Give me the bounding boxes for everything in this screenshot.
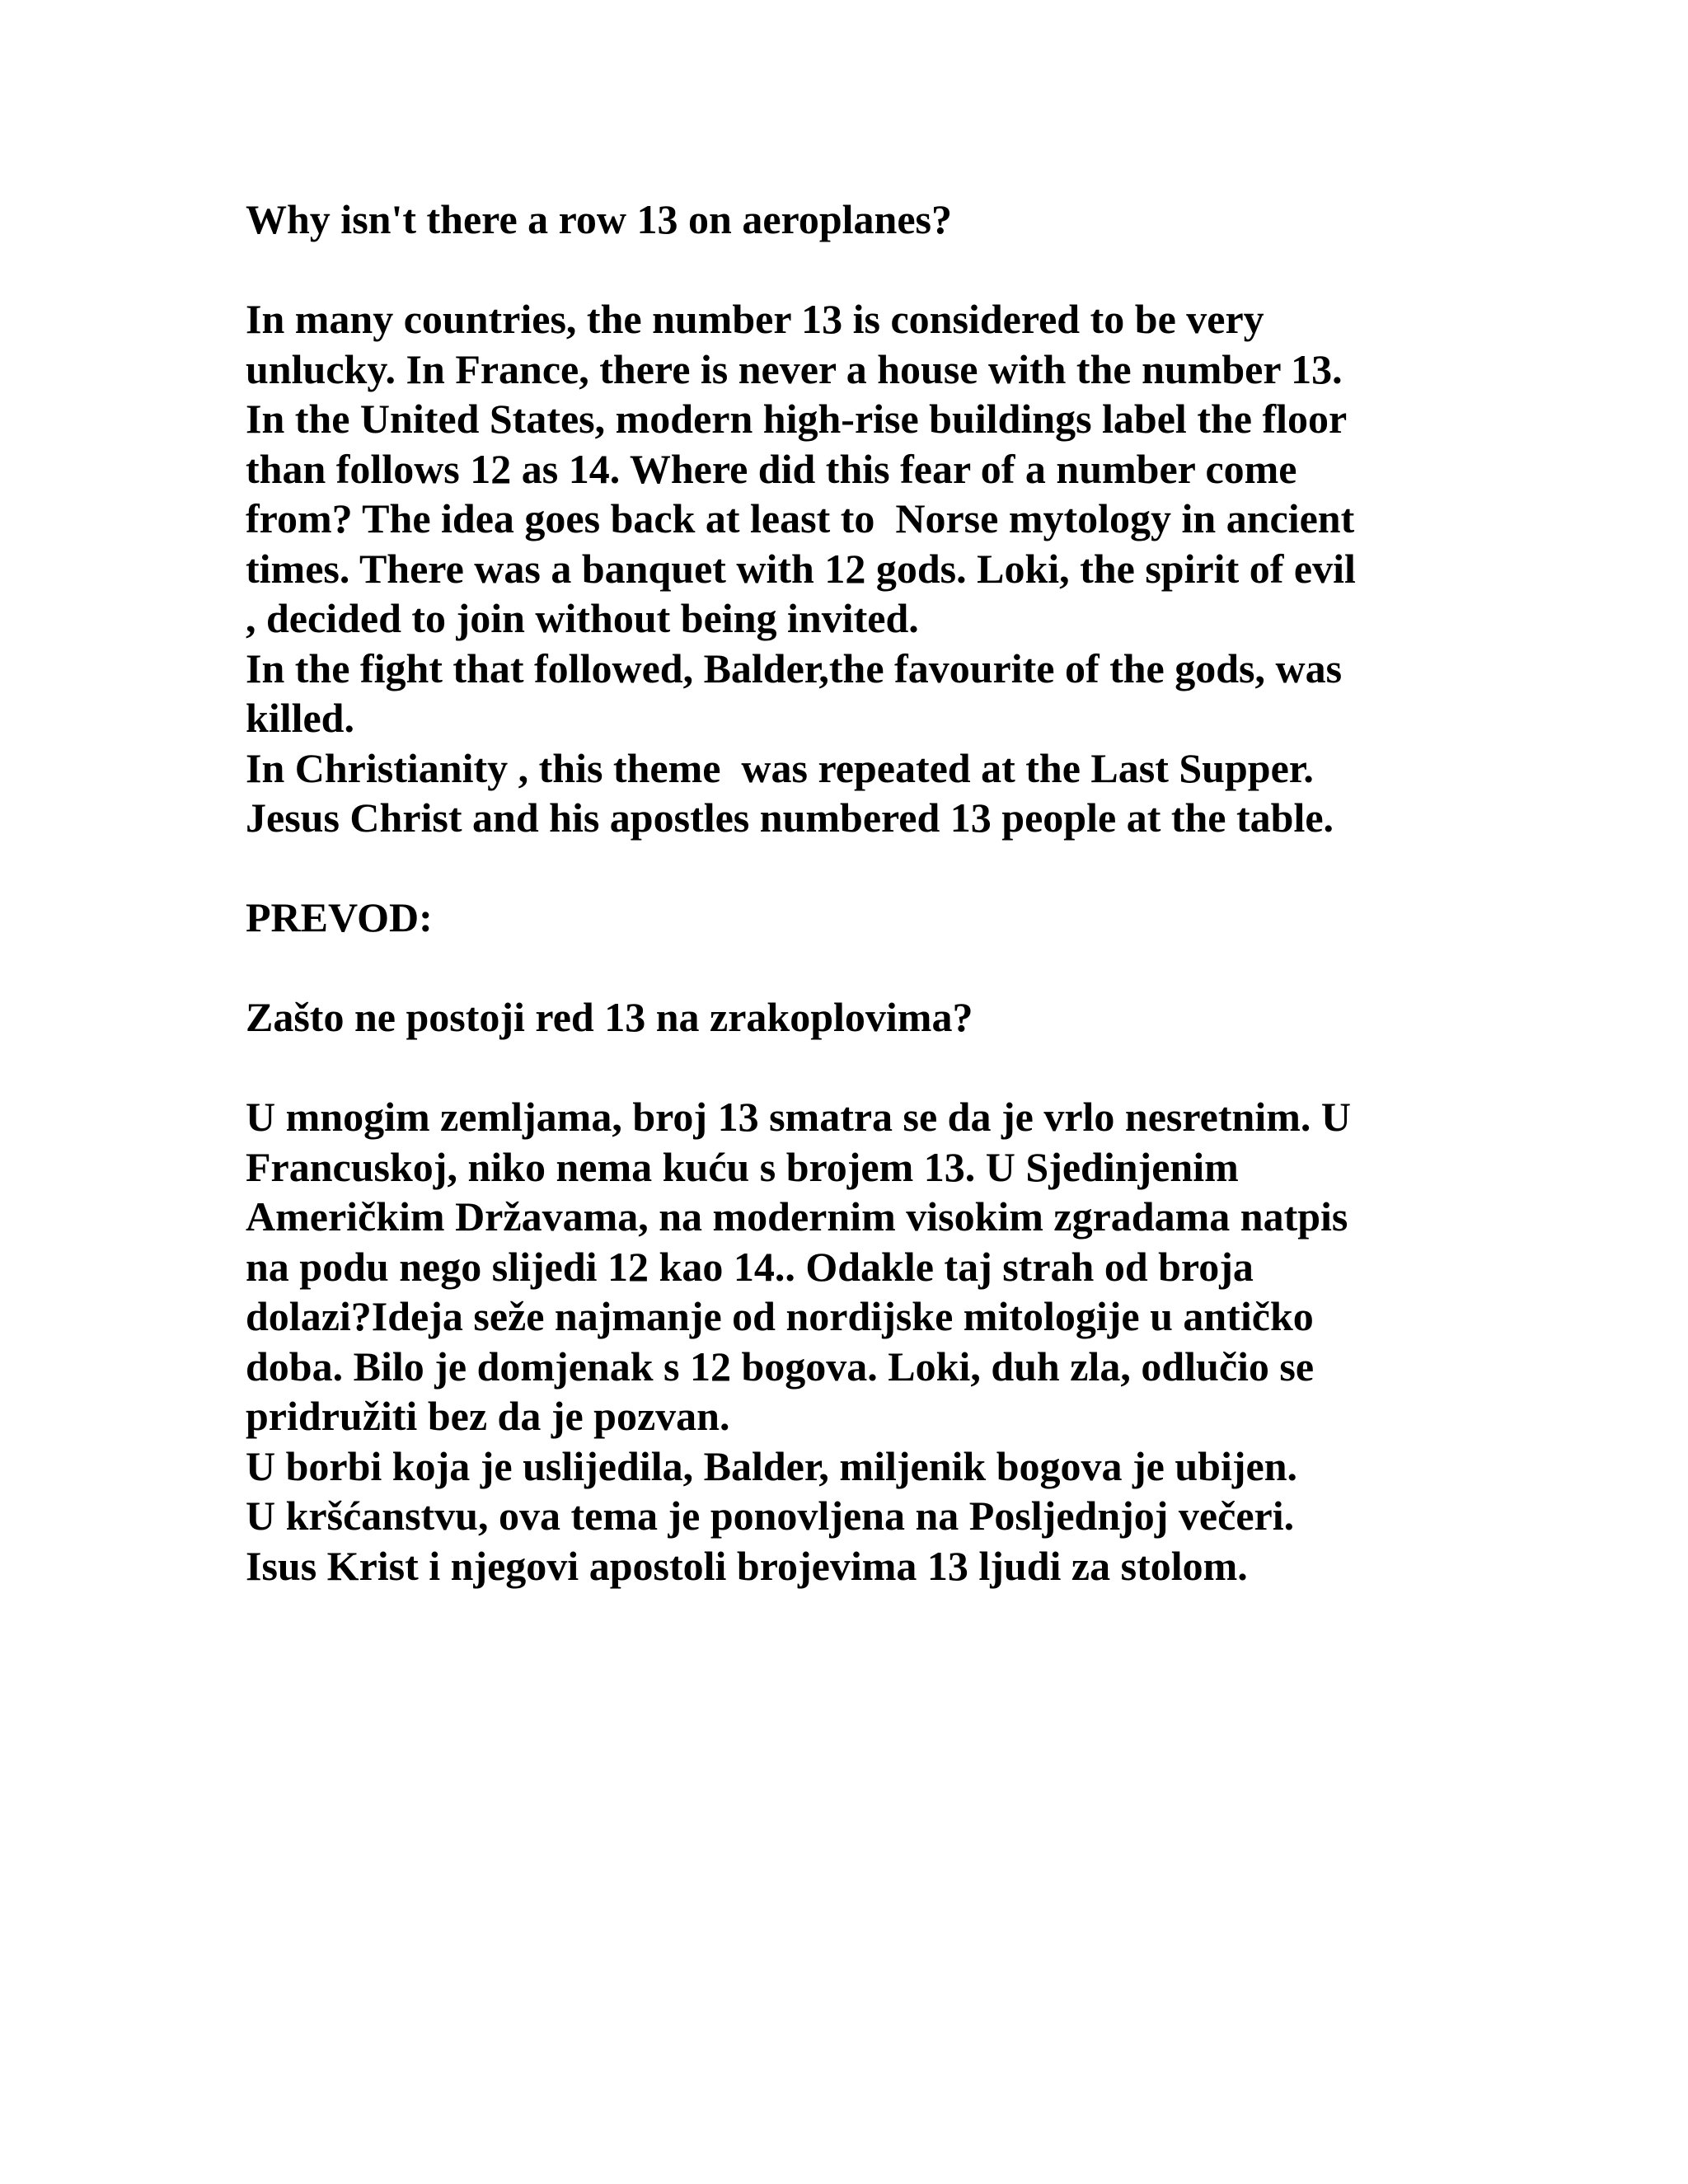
paragraph-gap: [246, 943, 1457, 993]
text-line: killed.: [246, 695, 354, 741]
text-line: unlucky. In France, there is never a house with the number 13.: [246, 345, 1343, 392]
text-line: dolazi?Ideja seže najmanje od nordijske mitologije u antičko: [246, 1293, 1314, 1339]
text-line: times. There was a banquet with 12 gods. Loki, the spirit of evil: [246, 545, 1356, 592]
text-line: Jesus Christ and his apostles numbered 13 people at the table.: [246, 794, 1334, 841]
text-line: pridružiti bez da je pozvan.: [246, 1393, 730, 1439]
text-line: In the fight that followed, Balder,the favourite of the gods, was: [246, 644, 1343, 691]
text-line: U mnogim zemljama, broj 13 smatra se da je vrlo nesretnim. U: [246, 1094, 1351, 1140]
text-line: In Christianity , this theme was repeated at the Last Supper.: [246, 744, 1314, 791]
text-line: U kršćanstvu, ova tema je ponovljena na Posljednjoj večeri.: [246, 1493, 1295, 1539]
text-line: than follows 12 as 14. Where did this fear of a number come: [246, 445, 1297, 492]
text-line: from? The idea goes back at least to Norse mytology in ancient: [246, 495, 1355, 541]
translation-paragraph: [246, 1092, 1457, 1591]
text-line: In the United States, modern high-rise buildings label the floor: [246, 396, 1348, 442]
paragraph-gap: [246, 843, 1457, 893]
text-line: Američkim Državama, na modernim visokim zgradama natpis: [246, 1193, 1348, 1240]
english-paragraph: [246, 294, 1457, 843]
paragraph-gap: [246, 245, 1457, 295]
text-line: In many countries, the number 13 is considered to be very: [246, 296, 1264, 342]
text-line: doba. Bilo je domjenak s 12 bogova. Loki, duh zla, odlučio se: [246, 1343, 1315, 1390]
english-title: Why isn't there a row 13 on aeroplanes?: [246, 196, 952, 242]
text-line: , decided to join without being invited.: [246, 595, 919, 641]
translation-heading: PREVOD:: [246, 894, 433, 940]
paragraph-gap: [246, 1043, 1457, 1093]
document-body: [246, 194, 1457, 1591]
text-line: Francuskoj, niko nema kuću s brojem 13. U Sjedinjenim: [246, 1143, 1239, 1190]
translation-title: Zašto ne postoji red 13 na zrakoplovima?: [246, 994, 973, 1040]
text-line: U borbi koja je uslijedila, Balder, miljenik bogova je ubijen.: [246, 1442, 1298, 1489]
text-line: Isus Krist i njegovi apostoli brojevima 13 ljudi za stolom.: [246, 1542, 1248, 1589]
text-line: na podu nego slijedi 12 kao 14.. Odakle taj strah od broja: [246, 1243, 1254, 1290]
